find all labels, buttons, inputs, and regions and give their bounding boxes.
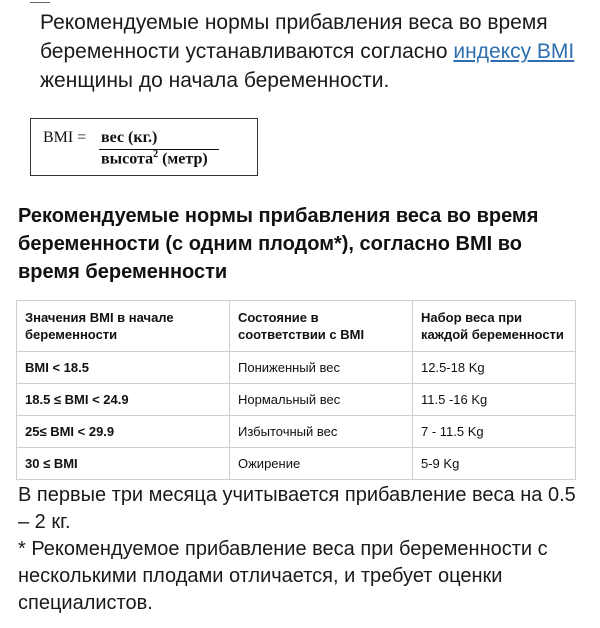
multiple-pregnancy-note: * Рекомендуемое прибавление веса при беременности с несколькими плодами отличается, и требует оценки специалистов.: [18, 538, 548, 614]
formula-numerator: вес (кг.): [101, 129, 158, 146]
intro-text-after: женщины до начала беременности.: [40, 69, 390, 92]
bmi-index-link[interactable]: индексу BMI: [453, 40, 575, 63]
row-weight-gain: 5-9 Kg: [413, 448, 576, 480]
formula-label: BMI =: [43, 129, 87, 146]
header-condition: Состояние в соответствии с BMI: [230, 301, 413, 352]
footer-notes: [18, 482, 588, 617]
formula-denominator-exponent: 2: [153, 149, 159, 160]
header-weight-gain: Набор веса при каждой беременности: [413, 301, 576, 352]
bmi-weight-gain-table: [16, 300, 576, 480]
table-header-row: [17, 301, 576, 352]
table-row: [17, 384, 576, 416]
row-bmi-value: 18.5 ≤ BMI < 24.9: [17, 384, 230, 416]
formula-denominator-unit: (метр): [158, 150, 208, 168]
intro-text-before: Рекомендуемые нормы прибавления веса во время беременности устанавливаются согласно: [40, 11, 548, 63]
row-condition: Избыточный вес: [230, 416, 413, 448]
section-title: Рекомендуемые нормы прибавления веса во время беременности (с одним плодом*), согласно BMI во время беременности: [18, 205, 539, 283]
intro-paragraph: [40, 8, 580, 95]
table-row: [17, 352, 576, 384]
row-condition: Нормальный вес: [230, 384, 413, 416]
row-bmi-value: 25≤ BMI < 29.9: [17, 416, 230, 448]
row-weight-gain: 11.5 -16 Kg: [413, 384, 576, 416]
header-bmi-value: Значения BMI в начале беременности: [17, 301, 230, 352]
table-row: [17, 448, 576, 480]
row-weight-gain: 12.5-18 Kg: [413, 352, 576, 384]
row-bmi-value: BMI < 18.5: [17, 352, 230, 384]
formula-denominator-base: высота: [101, 150, 154, 168]
table-row: [17, 416, 576, 448]
top-fragment-divider: [30, 0, 50, 3]
row-weight-gain: 7 - 11.5 Kg: [413, 416, 576, 448]
row-condition: Ожирение: [230, 448, 413, 480]
formula-denominator: [101, 149, 208, 168]
row-bmi-value: 30 ≤ BMI: [17, 448, 230, 480]
first-trimester-note: В первые три месяца учитывается прибавление веса на 0.5 – 2 кг.: [18, 484, 576, 533]
row-condition: Пониженный вес: [230, 352, 413, 384]
bmi-formula-box: [30, 118, 258, 176]
